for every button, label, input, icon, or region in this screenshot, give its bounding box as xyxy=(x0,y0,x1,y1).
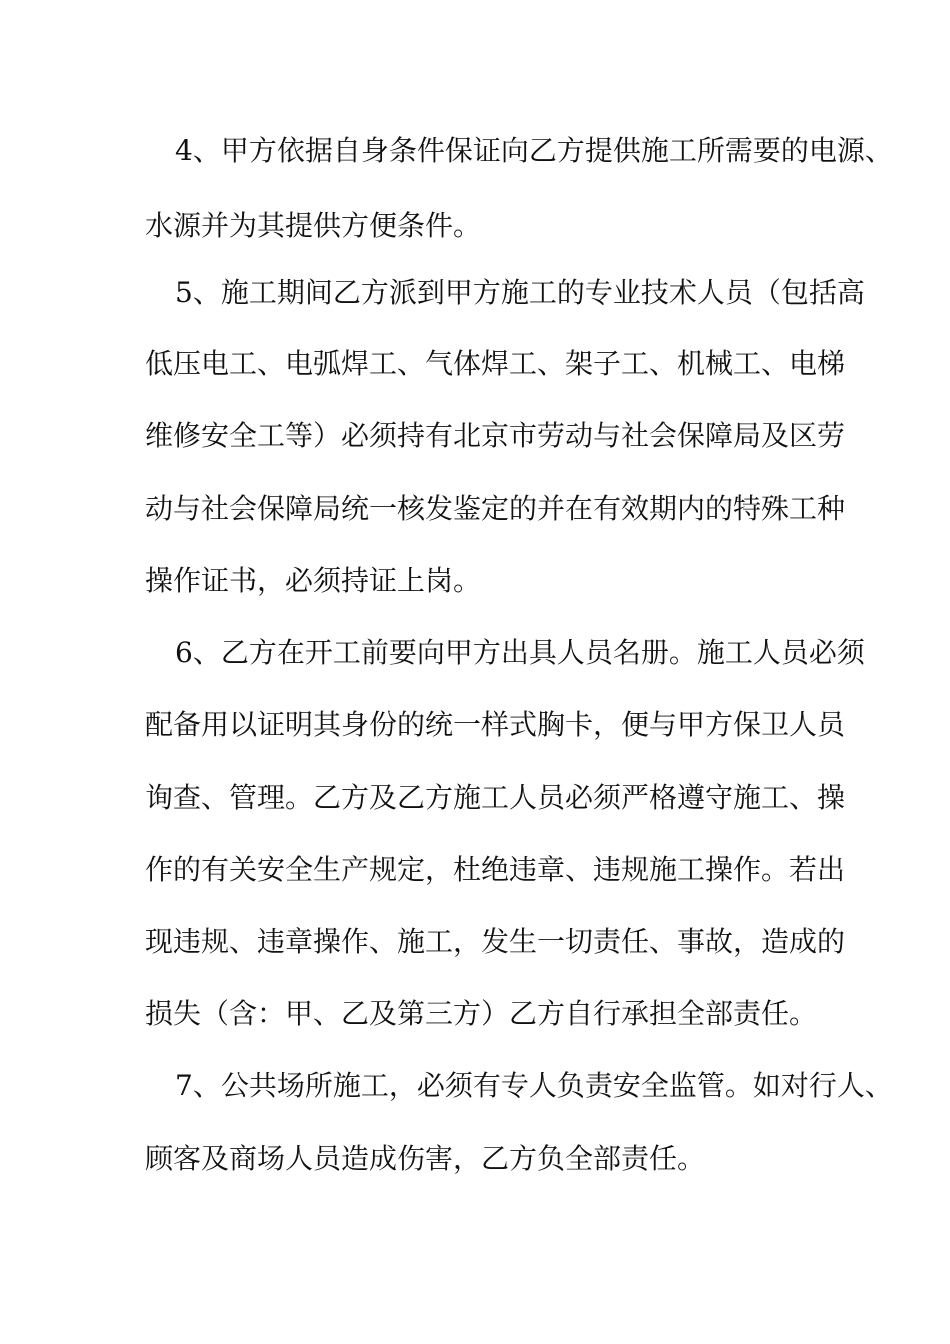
clause-5-line-4: 动与社会保障局统一核发鉴定的并在有效期内的特殊工种 xyxy=(145,492,846,525)
clause-6-line-4: 作的有关安全生产规定，杜绝违章、违规施工操作。若出 xyxy=(145,853,846,886)
clause-7-line-2: 顾客及商场人员造成伤害，乙方负全部责任。 xyxy=(145,1142,706,1175)
clause-7-line-1: 7、公共场所施工，必须有专人负责安全监管。如对行人、 xyxy=(175,1069,893,1102)
clause-4-line-1: 4、甲方依据自身条件保证向乙方提供施工所需要的电源、 xyxy=(175,134,893,167)
clause-5-line-5: 操作证书，必须持证上岗。 xyxy=(145,564,482,597)
clause-6-line-5: 现违规、违章操作、施工，发生一切责任、事故，造成的 xyxy=(145,925,846,958)
clause-6-line-1: 6、乙方在开工前要向甲方出具人员名册。施工人员必须 xyxy=(175,636,865,669)
clause-5-line-1: 5、施工期间乙方派到甲方施工的专业技术人员（包括高 xyxy=(175,276,865,309)
clause-6-line-3: 询查、管理。乙方及乙方施工人员必须严格遵守施工、操 xyxy=(145,781,846,814)
clause-6-line-6: 损失（含：甲、乙及第三方）乙方自行承担全部责任。 xyxy=(145,997,818,1030)
clause-4-line-2: 水源并为其提供方便条件。 xyxy=(145,209,482,242)
clause-5-line-3: 维修安全工等）必须持有北京市劳动与社会保障局及区劳 xyxy=(145,419,846,452)
clause-5-line-2: 低压电工、电弧焊工、气体焊工、架子工、机械工、电梯 xyxy=(145,347,846,380)
clause-6-line-2: 配备用以证明其身份的统一样式胸卡，便与甲方保卫人员 xyxy=(145,708,846,741)
